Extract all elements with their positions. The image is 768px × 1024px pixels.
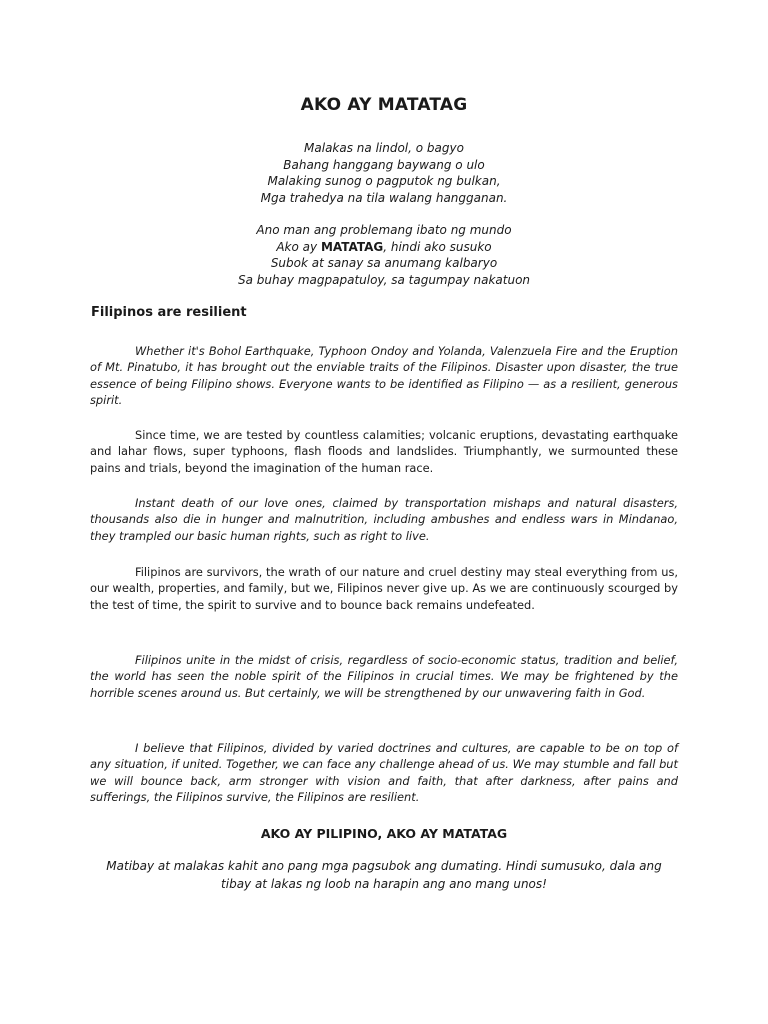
poem-text: , hindi ako susuko [383, 239, 492, 254]
paragraph: I believe that Filipinos, divided by varied doctrines and cultures, are capable to be on top of any situation, if united. Together, we can face any challenge ahead of us. We may stumble and fall but we will bounce back, arm stronger with vision and faith, that after darkness, after pains and sufferings, the Filipinos survive, the Filipinos are resilient. [90, 741, 678, 804]
poem-line: Bahang hanggang baywang o ulo [283, 157, 485, 172]
poem-stanza-2 [0, 222, 768, 288]
paragraph: Filipinos unite in the midst of crisis, regardless of socio-economic status, tradition and belief, the world has seen the noble spirit of the Filipinos in crucial times. We may be frightened by the horrible scenes around us. But certainly, we will be strengthened by our unwavering faith in God. [90, 653, 678, 700]
poem-line: Ano man ang problemang ibato ng mundo [256, 223, 512, 237]
section-heading: Filipinos are resilient [91, 305, 247, 320]
poem-emphasis: MATATAG [320, 239, 384, 254]
poem-line: Malakas na lindol, o bagyo [304, 141, 464, 155]
poem-line: Subok at sanay sa anumang kalbaryo [270, 256, 498, 270]
poem-stanza-1 [0, 140, 768, 206]
poem-line: Mga trahedya na tila walang hangganan. [260, 190, 508, 205]
closing-text: Matibay at malakas kahit ano pang mga pagsubok ang dumating. Hindi sumusuko, dala ang tibay at lakas ng loob na harapin ang ano mang unos! [106, 859, 662, 891]
paragraph: Since time, we are tested by countless calamities; volcanic eruptions, devastating earthquake and lahar flows, super typhoons, flash floods and landslides. Triumphantly, we surmounted these pains and trials, beyond the imagination of the human race. [90, 428, 678, 475]
document-title: AKO AY MATATAG [300, 95, 468, 115]
paragraph: Whether it's Bohol Earthquake, Typhoon Ondoy and Yolanda, Valenzuela Fire and the Eruption of Mt. Pinatubo, it has brought out the enviable traits of the Filipinos. Disaster upon disaster, the true essence of being Filipino shows. Everyone wants to be identified as Filipino — as a resilient, generous spirit. [90, 344, 678, 407]
poem-line-with-emphasis [0, 239, 768, 256]
paragraph: Instant death of our love ones, claimed by transportation mishaps and natural disasters, thousands also die in hunger and malnutrition, including ambushes and endless wars in Mindanao, they trampled our basic human rights, such as right to live. [90, 496, 678, 543]
closing-heading: AKO AY PILIPINO, AKO AY MATATAG [260, 826, 508, 841]
paragraph: Filipinos are survivors, the wrath of our nature and cruel destiny may steal everything from us, our wealth, properties, and family, but we, Filipinos never give up. As we are continuously scourged by the test of time, the spirit to survive and to bounce back remains undefeated. [90, 565, 678, 612]
poem-text: Ako ay [276, 239, 321, 254]
poem-line: Malaking sunog o pagputok ng bulkan, [267, 174, 501, 188]
poem-line: Sa buhay magpapatuloy, sa tagumpay nakatuon [237, 272, 531, 287]
